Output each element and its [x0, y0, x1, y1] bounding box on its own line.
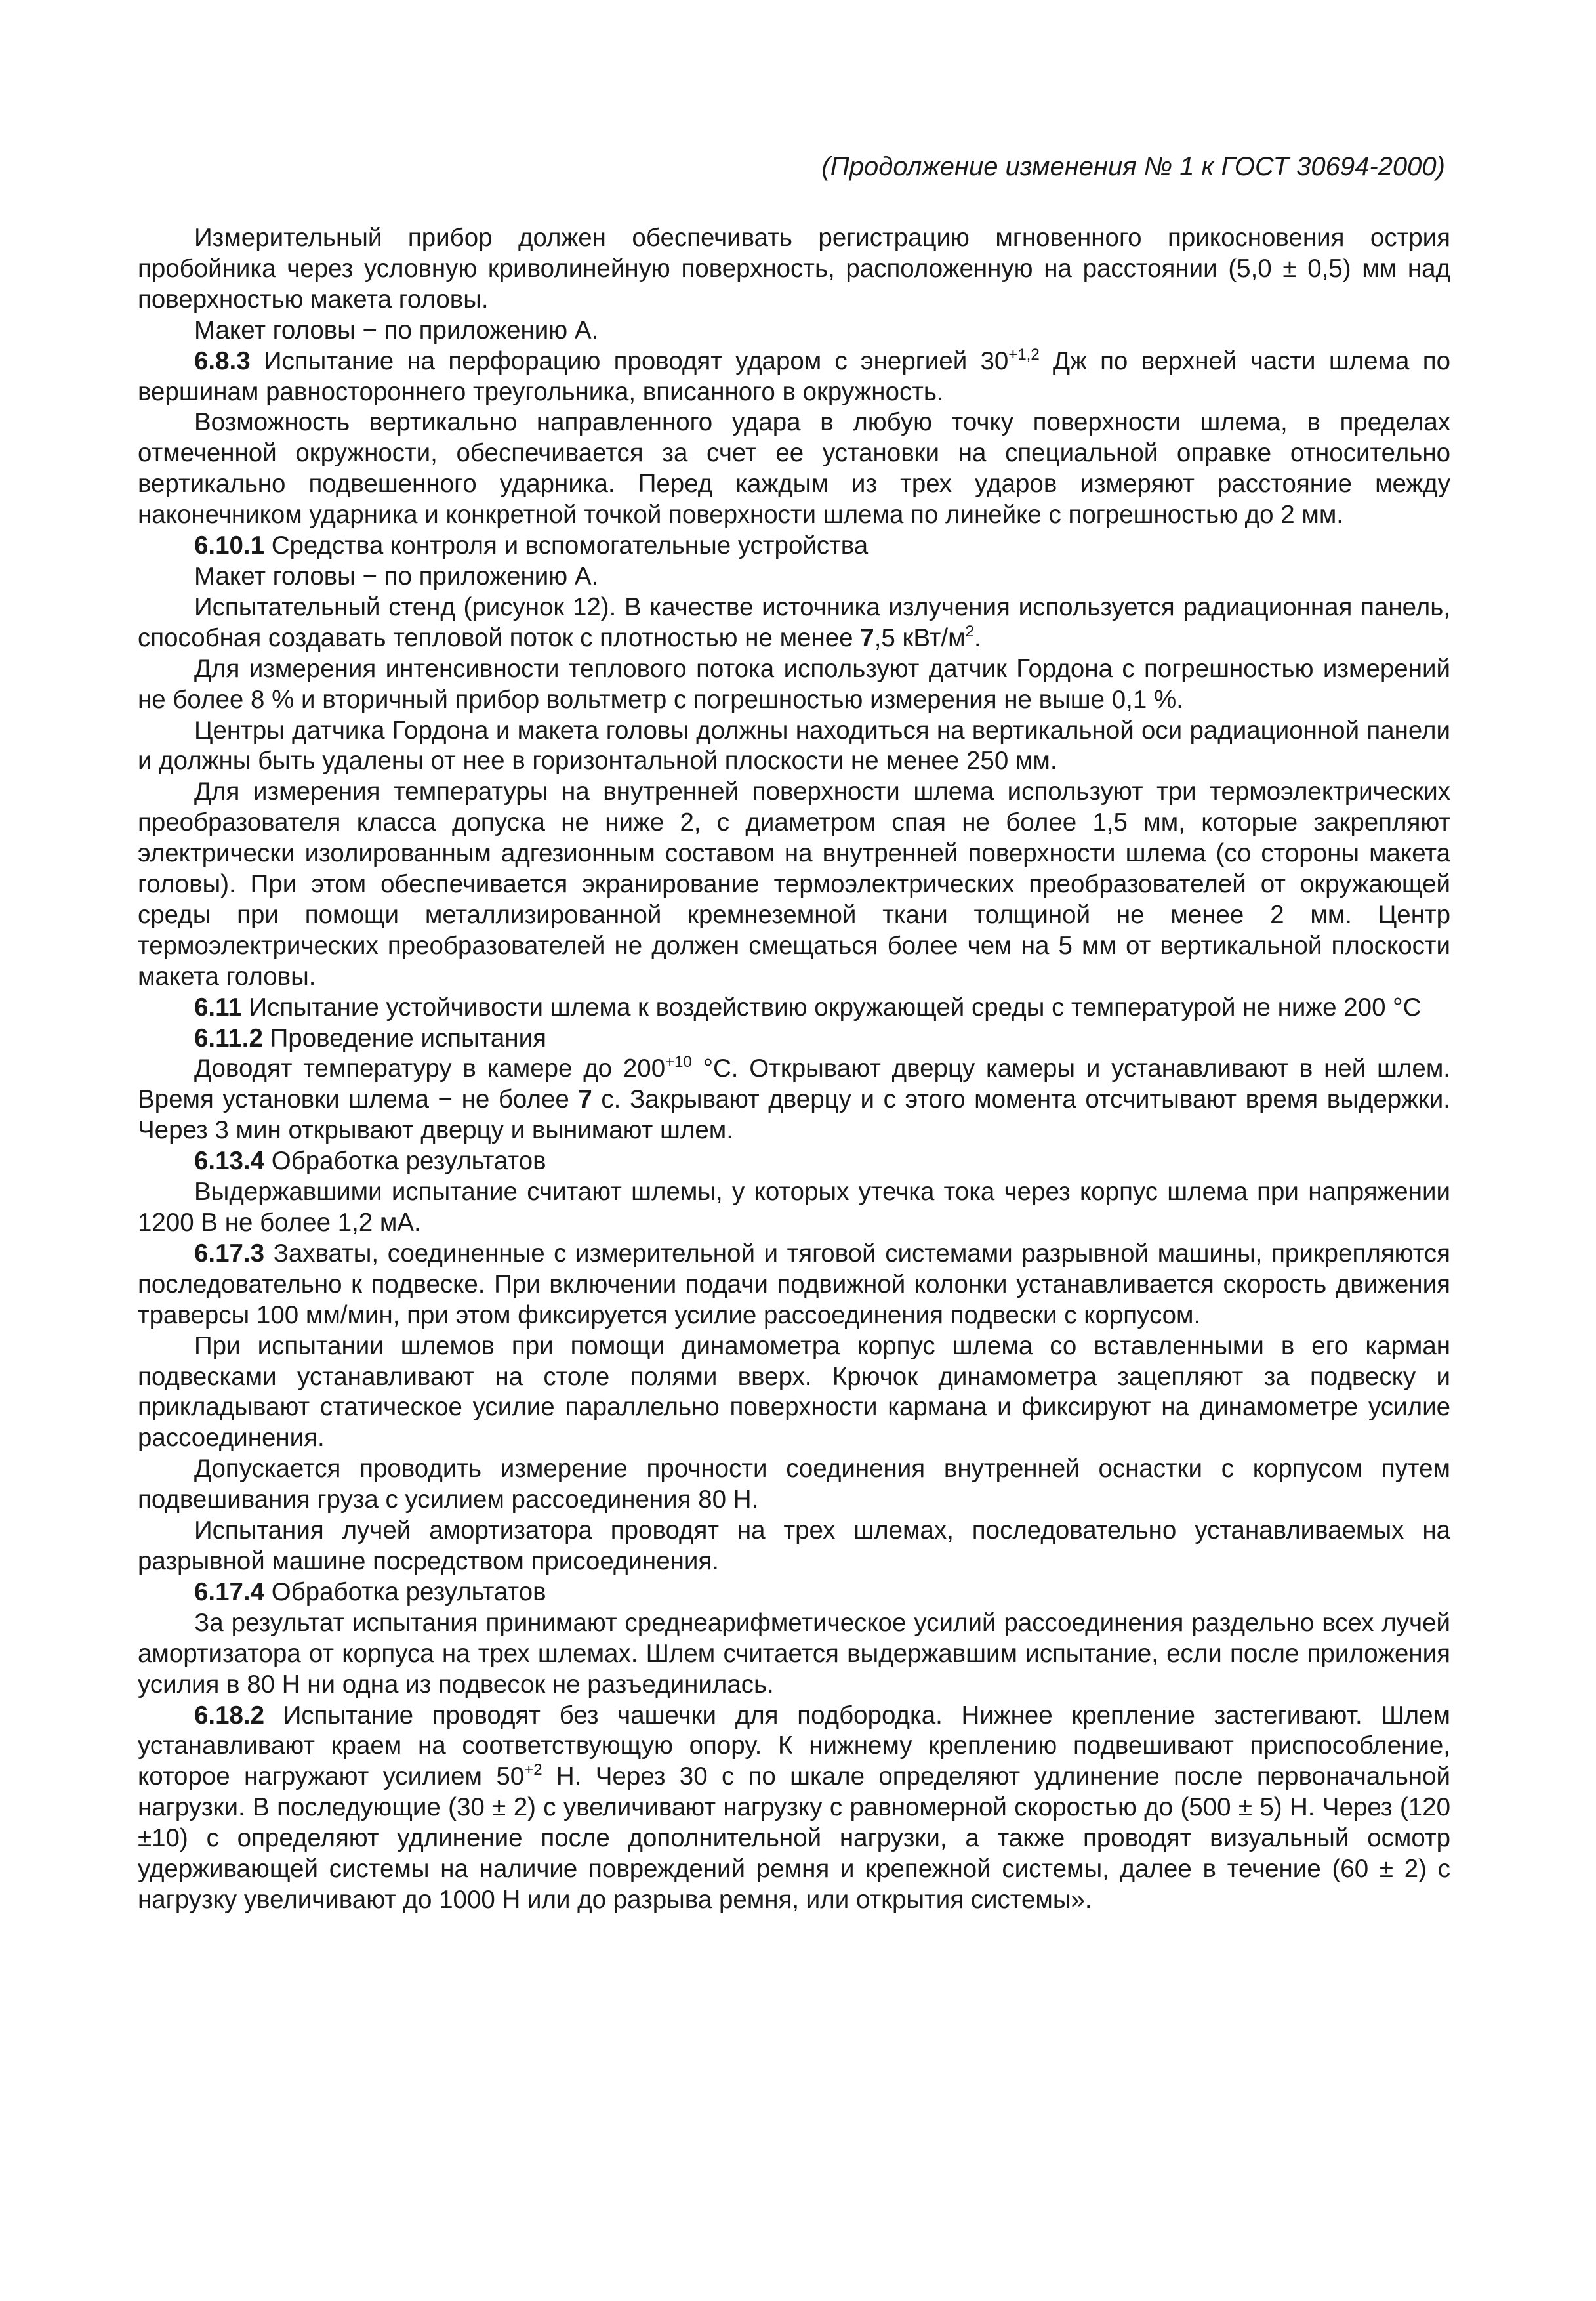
paragraph-text: Испытания лучей амортизатора проводят на трех шлемах, последовательно устанавливаемых на разрывной машине посредством присоединения. [138, 1516, 1450, 1575]
paragraph-text: При испытании шлемов при помощи динамометра корпус шлема со вставленными в его карман подвесками устанавливают на столе полями вверх. Крючок динамометра зацепляют за подвеску и прикладывают статическое усилие параллельно поверхности кармана и фиксируют на динамометре усилие рассоединения. [138, 1331, 1450, 1453]
clause-number: 6.17.4 [194, 1577, 265, 1606]
paragraph-text: Испытание проводят без чашечки для подбородка. Нижнее крепление застегивают. Шлем устанавливают краем на соответствующую опору. К нижнему креплению подвешивают приспособление, которое нагружают усилием 50 [138, 1701, 1450, 1791]
paragraph [138, 1608, 1450, 1701]
paragraph-text: Допускается проводить измерение прочности соединения внутренней оснастки с корпусом путем подвешивания груза с усилием рассоединения 80 Н. [138, 1455, 1450, 1514]
paragraph-text: За результат испытания принимают среднеарифметическое усилий рассоединения раздельно всех лучей амортизатора от корпуса на трех шлемах. Шлем считается выдержавшим испытание, если после приложения усилия в 80 Н ни одна из подвесок не разъединилась. [138, 1608, 1450, 1699]
paragraph-text: Средства контроля и вспомогательные устройства [264, 531, 869, 560]
paragraph-text: . [973, 623, 981, 652]
paragraph-text: Испытание на перфорацию проводят ударом с энергией 30 [250, 346, 1009, 375]
paragraph-text: °С. Открывают дверцу камеры и устанавливают в ней шлем. Время установки шлема − не более [138, 1054, 1450, 1114]
superscript: +1,2 [1008, 345, 1040, 363]
paragraph [138, 1331, 1450, 1455]
paragraph [138, 1516, 1450, 1577]
paragraph-text: Н. Через 30 с по шкале определяют удлинение после первоначальной нагрузки. В последующие (30 ± 2) с увеличивают нагрузку с равномерной скоростью до (500 ± 5) Н. Через (120 ±10) с определяют удлинение после дополнительной нагрузки, а также проводят визуальный осмотр удерживающей системы на наличие повреждений ремня и крепежной системы, далее в течение (60 ± 2) с нагрузку увеличивают до 1000 Н или до разрыва ремня, или открытия системы». [138, 1762, 1450, 1914]
clause-number: 6.11.2 [194, 1024, 263, 1052]
paragraph [138, 1239, 1450, 1331]
clause-number: 6.18.2 [194, 1701, 265, 1730]
document-body [138, 223, 1450, 1916]
paragraph [138, 1454, 1450, 1516]
bold-number: 7 [860, 623, 874, 652]
paragraph-text: ,5 кВт/м [874, 623, 966, 652]
paragraph [138, 1577, 1450, 1608]
clause-number: 6.11 [194, 993, 242, 1022]
paragraph-text: Обработка результатов [264, 1577, 546, 1606]
paragraph [138, 654, 1450, 716]
clause-number: 6.8.3 [194, 346, 251, 375]
paragraph-text: Макет головы − по приложению А. [194, 562, 599, 591]
paragraph-text: Макет головы − по приложению А. [194, 316, 599, 344]
paragraph [138, 1146, 1450, 1177]
paragraph-text: Для измерения интенсивности теплового потока используют датчик Гордона с погрешностью измерений не более 8 % и вторичный прибор вольтметр с погрешностью измерения не выше 0,1 %. [138, 654, 1450, 714]
paragraph [138, 316, 1450, 346]
paragraph [138, 407, 1450, 531]
page-header: (Продолжение изменения № 1 к ГОСТ 30694-2000) [821, 152, 1445, 181]
clause-number: 6.13.4 [194, 1147, 265, 1176]
paragraph [138, 346, 1450, 408]
paragraph-text: Испытательный стенд (рисунок 12). В качестве источника излучения используется радиационная панель, способная создавать тепловой поток с плотностью не менее [138, 592, 1450, 652]
clause-number: 6.10.1 [194, 531, 265, 560]
paragraph [138, 1024, 1450, 1054]
paragraph-text: с. Закрывают дверцу и с этого момента отсчитывают время выдержки. Через 3 мин открывают дверцу и вынимают шлем. [138, 1085, 1450, 1145]
paragraph-text: Проведение испытания [262, 1024, 546, 1052]
paragraph-text: Испытание устойчивости шлема к воздействию окружающей среды с температурой не ниже 200 °С [241, 993, 1422, 1022]
paragraph [138, 1054, 1450, 1146]
paragraph-text: Выдержавшими испытание считают шлемы, у которых утечка тока через корпус шлема при напряжении 1200 В не более 1,2 мА. [138, 1178, 1450, 1237]
paragraph-text: Центры датчика Гордона и макета головы должны находиться на вертикальной оси радиационной панели и должны быть удалены от нее в горизонтальной плоскости не менее 250 мм. [138, 716, 1450, 776]
paragraph-text: Обработка результатов [264, 1147, 546, 1176]
paragraph [138, 562, 1450, 592]
superscript: +2 [524, 1761, 542, 1779]
paragraph-text: Для измерения температуры на внутренней поверхности шлема используют три термоэлектрических преобразователя класса допуска не ниже 2, с диаметром спая не более 1,5 мм, которые закрепляют электрически изолированным адгезионным составом на внутренней поверхности шлема (со стороны макета головы). При этом обеспечивается экранирование термоэлектрических преобразователей от окружающей среды при помощи металлизированной кремнеземной ткани толщиной не менее 2 мм. Центр термоэлектрических преобразователей не должен смещаться более чем на 5 мм от вертикальной плоскости макета головы. [138, 777, 1450, 991]
paragraph-text: Возможность вертикально направленного удара в любую точку поверхности шлема, в пределах отмеченной окружности, обеспечивается за счет ее установки на специальной оправке относительно вертикально подвешенного ударника. Перед каждым из трех ударов измеряют расстояние между наконечником ударника и конкретной точкой поверхности шлема по линейке с погрешностью до 2 мм. [138, 408, 1450, 529]
bold-number: 7 [578, 1085, 592, 1114]
paragraph [138, 531, 1450, 562]
paragraph [138, 592, 1450, 654]
paragraph [138, 777, 1450, 992]
paragraph [138, 223, 1450, 316]
paragraph [138, 716, 1450, 777]
superscript: 2 [965, 622, 974, 640]
superscript: +10 [665, 1053, 692, 1071]
paragraph-text: Измерительный прибор должен обеспечивать регистрацию мгновенного прикосновения острия пробойника через условную криволинейную поверхность, расположенную на расстоянии (5,0 ± 0,5) мм над поверхностью макета головы. [138, 224, 1450, 314]
clause-number: 6.17.3 [194, 1239, 265, 1268]
paragraph-text: Захваты, соединенные с измерительной и тяговой системами разрывной машины, прикрепляются последовательно к подвеске. При включении подачи подвижной колонки устанавливается скорость движения траверсы 100 мм/мин, при этом фиксируется усилие рассоединения подвески с корпусом. [138, 1239, 1450, 1329]
paragraph [138, 993, 1450, 1024]
paragraph-text: Доводят температуру в камере до 200 [194, 1054, 666, 1083]
paragraph [138, 1177, 1450, 1239]
paragraph [138, 1701, 1450, 1916]
paragraph-text: Дж по верхней части шлема по вершинам равностороннего треугольника, вписанного в окружность. [138, 346, 1450, 406]
